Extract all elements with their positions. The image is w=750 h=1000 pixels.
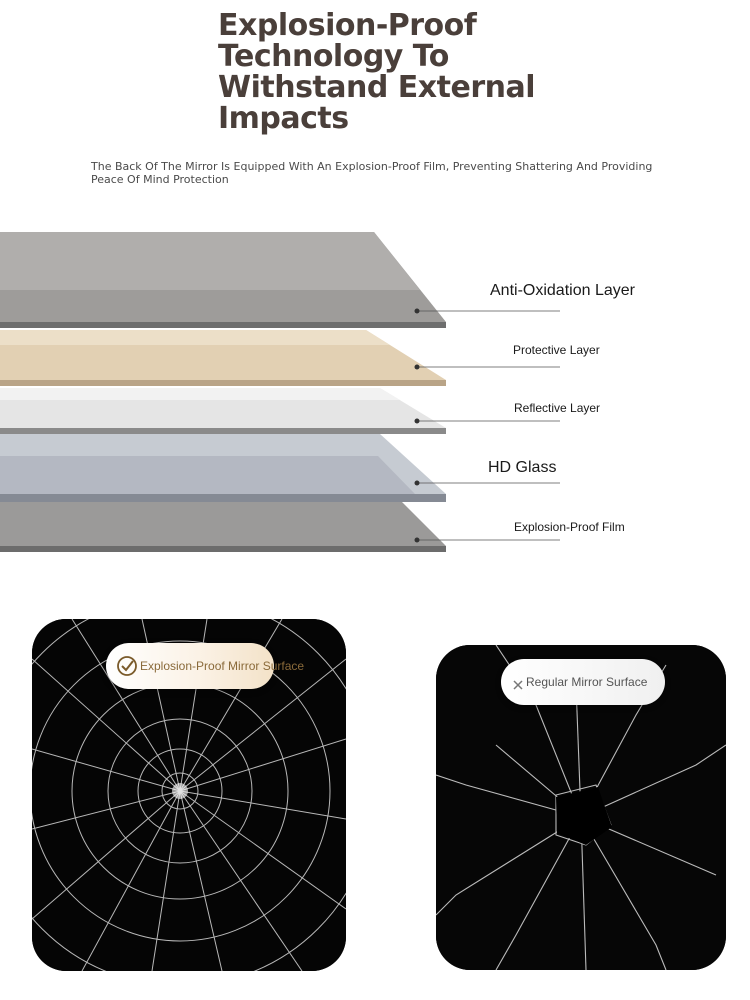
layer-label-protective: Protective Layer: [513, 343, 600, 357]
layer-label-reflective: Reflective Layer: [514, 401, 601, 415]
layer-label-explosion-proof-film: Explosion-Proof Film: [514, 520, 625, 534]
regular-pill: [501, 659, 665, 705]
page-title: Explosion-Proof Technology To Withstand External Impacts: [218, 8, 536, 136]
explosion-proof-pill: [106, 643, 305, 689]
check-circle-icon: [116, 655, 138, 677]
regular-label: Regular Mirror Surface: [526, 675, 648, 689]
layer-protective: [0, 330, 446, 386]
layer-label-hd-glass: HD Glass: [488, 459, 557, 476]
explosion-proof-label: Explosion-Proof Mirror Surface: [140, 659, 305, 673]
cross-icon: [513, 677, 523, 687]
layer-label-anti-oxidation: Anti-Oxidation Layer: [490, 282, 635, 299]
layer-stack-diagram: [0, 225, 750, 560]
layer-explosion-proof-film: [0, 502, 446, 552]
layer-anti-oxidation: [0, 232, 446, 328]
layer-reflective: [0, 388, 446, 434]
page-subtitle: The Back Of The Mirror Is Equipped With An Explosion-Proof Film, Preventing Shattering And Providing Peace Of Mind Protection: [91, 160, 653, 186]
layer-hd-glass: [0, 434, 446, 502]
